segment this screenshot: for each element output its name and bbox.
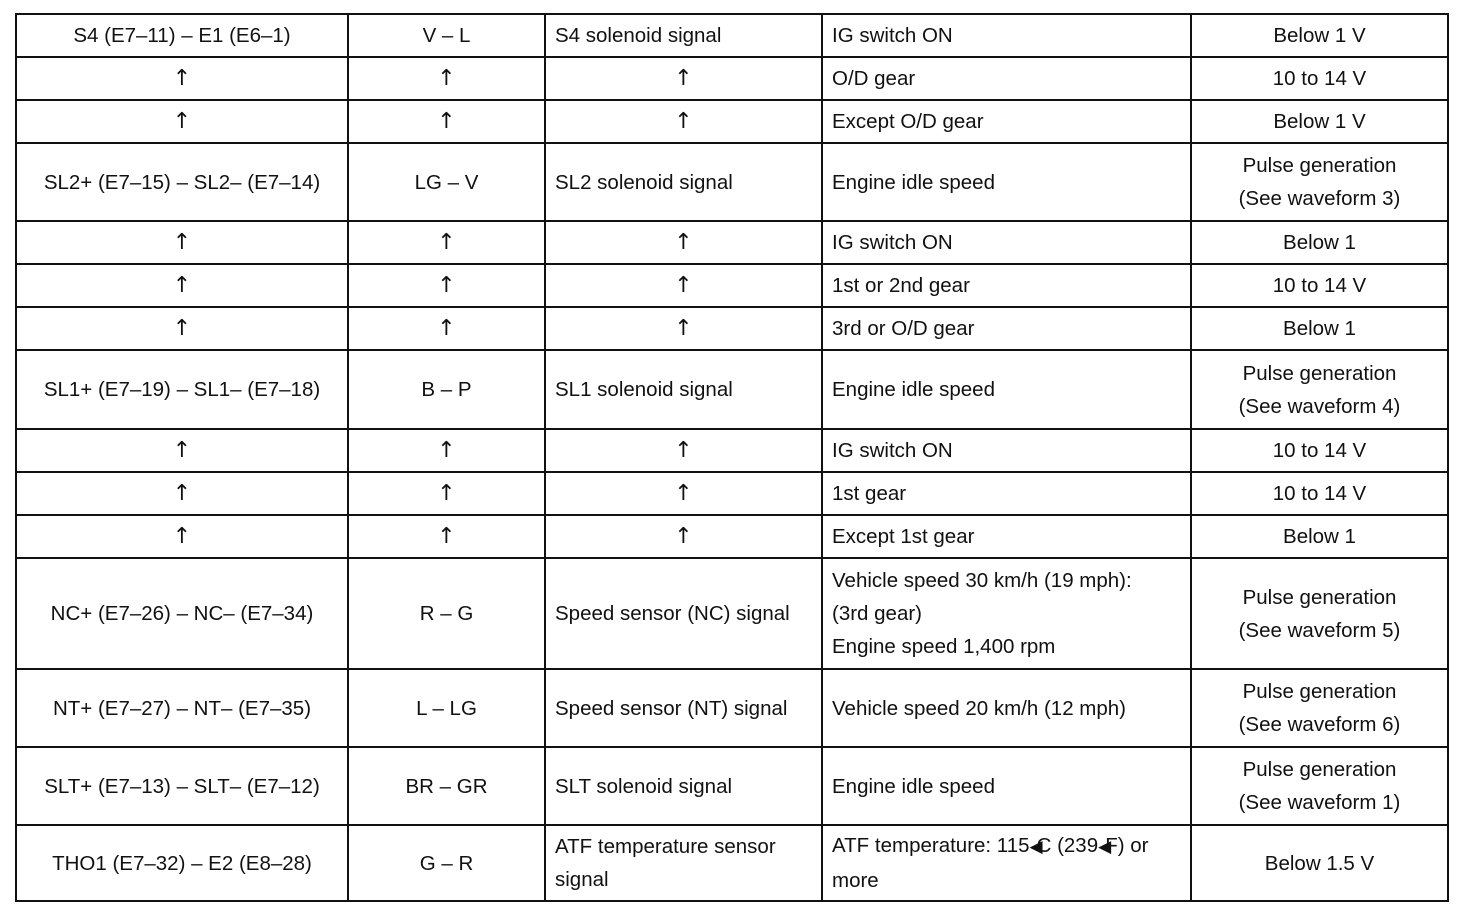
spec-cell <box>1191 472 1448 515</box>
condition-line <box>832 829 1181 864</box>
spec-cell <box>1191 264 1448 307</box>
spec-line: (See waveform 6) <box>1238 713 1401 736</box>
signal-line: ↑ <box>674 273 693 298</box>
table-row <box>16 669 1448 747</box>
signal-cell <box>545 825 822 901</box>
ditto-arrow-icon: ↑ <box>348 221 545 264</box>
ditto-arrow-icon: ↑ <box>16 429 348 472</box>
wiring-color-cell: G – R <box>348 825 545 901</box>
wiring-color-cell: LG – V <box>348 143 545 221</box>
condition-cell <box>822 221 1191 264</box>
spec-line: Below 1 <box>1283 231 1356 254</box>
ditto-arrow-icon <box>545 221 822 264</box>
signal-line: ↑ <box>674 316 693 341</box>
ditto-arrow-icon <box>545 429 822 472</box>
table-row <box>16 14 1448 57</box>
signal-line: Speed sensor (NT) signal <box>555 696 788 720</box>
spec-line: Below 1 <box>1283 317 1356 340</box>
spec-cell <box>1191 558 1448 669</box>
spec-line: (See waveform 5) <box>1238 618 1401 642</box>
condition-cell <box>822 100 1191 143</box>
table-row <box>16 558 1448 669</box>
spec-line: Below 1.5 V <box>1264 851 1375 875</box>
ditto-arrow-icon <box>545 264 822 307</box>
terminal-cell: SLT+ (E7–13) – SLT– (E7–12) <box>16 747 348 825</box>
signal-line: SLT solenoid signal <box>555 774 733 798</box>
condition-line: IG switch ON <box>832 231 953 254</box>
signal-cell <box>545 350 822 429</box>
condition-cell <box>822 350 1191 429</box>
spec-line: 10 to 14 V <box>1272 439 1367 462</box>
spec-cell <box>1191 221 1448 264</box>
spec-cell <box>1191 143 1448 221</box>
spec-line: (See waveform 4) <box>1238 394 1401 418</box>
signal-cell <box>545 14 822 57</box>
ditto-arrow-icon: ↑ <box>16 515 348 558</box>
terminal-cell: NT+ (E7–27) – NT– (E7–35) <box>16 669 348 747</box>
spec-cell <box>1191 350 1448 429</box>
condition-cell <box>822 558 1191 669</box>
condition-line: Except O/D gear <box>832 110 984 133</box>
ditto-arrow-icon: ↑ <box>348 57 545 100</box>
condition-text: ATF temperature: 115 <box>832 834 1030 857</box>
ditto-arrow-icon: ↑ <box>348 515 545 558</box>
condition-cell <box>822 143 1191 221</box>
table-row <box>16 350 1448 429</box>
degree-symbol-icon: ◀ <box>1098 837 1106 857</box>
condition-cell <box>822 825 1191 901</box>
spec-line: Pulse generation <box>1242 758 1397 781</box>
terminal-cell: SL2+ (E7–15) – SL2– (E7–14) <box>16 143 348 221</box>
spec-line: Pulse generation <box>1242 585 1397 609</box>
condition-line: Vehicle speed 20 km/h (12 mph) <box>832 696 1126 720</box>
spec-line: 10 to 14 V <box>1272 482 1367 505</box>
spec-line: Below 1 <box>1283 525 1356 548</box>
table-row <box>16 57 1448 100</box>
table-row <box>16 307 1448 350</box>
condition-line: Engine idle speed <box>832 378 995 401</box>
signal-line: ↑ <box>674 524 693 549</box>
condition-line: Engine idle speed <box>832 774 995 798</box>
spec-line: 10 to 14 V <box>1272 67 1367 90</box>
spec-line: 10 to 14 V <box>1272 274 1367 297</box>
ditto-arrow-icon: ↑ <box>348 307 545 350</box>
table-row <box>16 100 1448 143</box>
table-row <box>16 747 1448 825</box>
ditto-arrow-icon: ↑ <box>16 221 348 264</box>
signal-line: ↑ <box>674 230 693 255</box>
spec-cell <box>1191 14 1448 57</box>
table-row <box>16 429 1448 472</box>
condition-cell <box>822 57 1191 100</box>
ditto-arrow-icon <box>545 472 822 515</box>
condition-text: F) or <box>1105 834 1149 857</box>
signal-line: Speed sensor (NC) signal <box>555 602 790 625</box>
condition-cell <box>822 669 1191 747</box>
ditto-arrow-icon <box>545 515 822 558</box>
signal-cell <box>545 669 822 747</box>
condition-line: IG switch ON <box>832 439 953 462</box>
condition-line: 1st gear <box>832 482 907 505</box>
condition-line: Engine speed 1,400 rpm <box>832 635 1056 658</box>
ditto-arrow-icon: ↑ <box>16 264 348 307</box>
condition-cell <box>822 472 1191 515</box>
signal-cell <box>545 143 822 221</box>
condition-line: 1st or 2nd gear <box>832 274 970 297</box>
ditto-arrow-icon <box>545 100 822 143</box>
table-row <box>16 264 1448 307</box>
ditto-arrow-icon: ↑ <box>348 472 545 515</box>
ditto-arrow-icon: ↑ <box>16 307 348 350</box>
signal-line: signal <box>555 868 609 891</box>
degree-symbol-icon: ◀ <box>1029 837 1037 857</box>
table-row <box>16 143 1448 221</box>
spec-cell <box>1191 429 1448 472</box>
condition-cell <box>822 14 1191 57</box>
spec-line: Below 1 V <box>1273 24 1366 47</box>
condition-line: Except 1st gear <box>832 525 975 548</box>
condition-line: Vehicle speed 30 km/h (19 mph): <box>832 569 1132 592</box>
signal-line: S4 solenoid signal <box>555 24 722 47</box>
spec-line: Below 1 V <box>1273 110 1366 133</box>
spec-cell <box>1191 825 1448 901</box>
spec-line: Pulse generation <box>1242 154 1397 177</box>
spec-line: Pulse generation <box>1242 361 1397 385</box>
spec-cell <box>1191 747 1448 825</box>
ditto-arrow-icon: ↑ <box>348 429 545 472</box>
signal-cell <box>545 747 822 825</box>
signal-line: SL2 solenoid signal <box>555 170 733 194</box>
terminal-cell: SL1+ (E7–19) – SL1– (E7–18) <box>16 350 348 429</box>
terminal-cell: NC+ (E7–26) – NC– (E7–34) <box>16 558 348 669</box>
signal-line: ↑ <box>674 438 693 463</box>
condition-cell <box>822 515 1191 558</box>
wiring-color-cell: V – L <box>348 14 545 57</box>
spec-line: (See waveform 3) <box>1238 187 1401 210</box>
wiring-color-cell: B – P <box>348 350 545 429</box>
spec-cell <box>1191 669 1448 747</box>
spec-line: Pulse generation <box>1242 680 1397 703</box>
table-row <box>16 221 1448 264</box>
ditto-arrow-icon <box>545 57 822 100</box>
terminal-spec-table <box>15 13 1449 902</box>
condition-cell <box>822 307 1191 350</box>
spec-cell <box>1191 57 1448 100</box>
signal-line: ↑ <box>674 109 693 134</box>
terminal-cell: S4 (E7–11) – E1 (E6–1) <box>16 14 348 57</box>
signal-line: ↑ <box>674 481 693 506</box>
table-row <box>16 472 1448 515</box>
spec-line: (See waveform 1) <box>1238 791 1401 814</box>
table-row <box>16 515 1448 558</box>
wiring-color-cell: R – G <box>348 558 545 669</box>
ditto-arrow-icon: ↑ <box>16 100 348 143</box>
condition-line: (3rd gear) <box>832 602 923 625</box>
condition-line: IG switch ON <box>832 24 953 47</box>
condition-line: 3rd or O/D gear <box>832 317 975 340</box>
condition-cell <box>822 429 1191 472</box>
spec-cell <box>1191 307 1448 350</box>
ditto-arrow-icon: ↑ <box>348 264 545 307</box>
terminal-cell: THO1 (E7–32) – E2 (E8–28) <box>16 825 348 901</box>
wiring-color-cell: L – LG <box>348 669 545 747</box>
signal-line: ↑ <box>674 66 693 91</box>
table-row <box>16 825 1448 901</box>
ditto-arrow-icon: ↑ <box>16 472 348 515</box>
condition-line: Engine idle speed <box>832 170 995 194</box>
signal-line: ATF temperature sensor <box>555 835 776 858</box>
ditto-arrow-icon: ↑ <box>348 100 545 143</box>
condition-line: more <box>832 869 879 892</box>
condition-cell <box>822 264 1191 307</box>
ditto-arrow-icon: ↑ <box>16 57 348 100</box>
condition-text: C (239 <box>1036 834 1099 857</box>
wiring-color-cell: BR – GR <box>348 747 545 825</box>
ditto-arrow-icon <box>545 307 822 350</box>
signal-cell <box>545 558 822 669</box>
spec-cell <box>1191 100 1448 143</box>
condition-line: O/D gear <box>832 67 916 90</box>
condition-cell <box>822 747 1191 825</box>
spec-cell <box>1191 515 1448 558</box>
signal-line: SL1 solenoid signal <box>555 378 733 401</box>
